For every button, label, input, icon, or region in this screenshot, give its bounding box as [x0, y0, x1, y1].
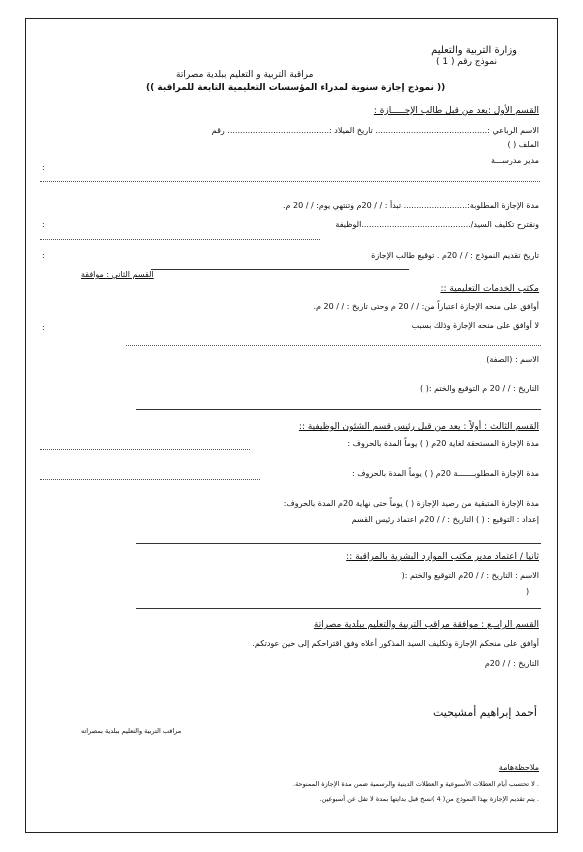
form-number: نموذج رقم ( 1 ) — [435, 57, 497, 67]
section2-title: مكتب الخدمات التعليمية :: — [440, 284, 539, 294]
note-1: . لا تحتسب أيام العطلات الأسبوعية و العطلات الدينية والرسمية ضمن مدة الإجازة الممنوحة. — [293, 780, 539, 788]
section1-title: القسم الأول :يعد من قبل طالب الإجـــــازة : — [373, 106, 539, 116]
prepared-by-line: إعداد : التوقيع : ( ) التاريخ : / / 20م اعتماد رئيس القسم — [351, 515, 539, 524]
colon-mark: : — [42, 163, 45, 172]
colon-mark: : — [42, 323, 45, 332]
divider-line — [136, 543, 541, 544]
reject-reason-line: لا أوافق على منحه الإجازة وذلك بسبب — [411, 321, 539, 330]
hr-approval-title: ثانيا / اعتماد مدير مكتب الموارد البشرية بالمراقبة :: — [346, 552, 539, 562]
final-approval-text: أوافق على منحكم الإجازة وتكليف السيد المذكور أعلاه وفق اقتراحكم إلى حين عودتكم. — [252, 639, 539, 648]
divider-line — [136, 608, 541, 609]
signer-title: مراقب التربية والتعليم ببلدية بمصراته — [81, 727, 182, 735]
directorate-name: مراقبة التربية و التعليم ببلدية مصراتة — [176, 70, 314, 80]
divider-line — [151, 269, 409, 270]
form-title: (( نموذج إجازة سنوية لمدراء المؤسسات التعليمية التابعة للمراقبة )) — [146, 83, 446, 93]
form-sheet — [25, 18, 558, 833]
ministry-name: وزارة التربية والتعليم — [431, 45, 517, 56]
colon-mark: : — [42, 251, 45, 260]
assignment-line: ونقترح تكليف السيد/...........................................الوظيفة — [335, 220, 539, 229]
name-title-line: الاسم : (الصفة) — [486, 355, 539, 364]
dotted-fill-line — [40, 449, 250, 450]
approve-from-line: أوافق على منحه الإجازة اعتباراً من: / / 20 م وحتى تاريخ : / / 20 م. — [313, 302, 539, 311]
file-number-line: الملف ( ) — [507, 140, 539, 149]
colon-mark: : — [42, 220, 45, 229]
date-signature-line: التاريخ : / / 20 م التوقيع والختم :( ) — [420, 384, 539, 393]
director-school-line: مدير مدرســـة — [490, 156, 539, 165]
submission-date-line: تاريخ تقديم النموذج : / / 20م . توقيع طالب الإجازة — [371, 251, 539, 260]
leave-period-line: مدة الإجازة المطلوبة:......................... تبدأ : / / 20م وتنتهي يوم: / / 20 م. — [282, 201, 539, 210]
hr-name-line: الاسم : التاريخ : / / 20م التوقيع والختم :( — [401, 571, 539, 580]
requested-leave-line: مدة الإجازة المطلوبـــــــة 20م ( ) يوماً المدة بالحروف : — [351, 469, 539, 478]
dotted-fill-line — [40, 181, 540, 182]
section3-title: القسم الثالث : أولاً : يعد من قبل رئيس قسم الشئون الوظيفية :: — [298, 422, 539, 432]
section2-approval-label: القسم الثاني : موافقة — [81, 270, 154, 279]
dotted-fill-line — [40, 479, 260, 480]
note-2: . يتم تقديم الإجازة بهذا النموذج من( 4 )نسخ قبل بدايتها بمدة لا تقل عن أسبوعين. — [319, 795, 539, 803]
name-dob-line: الاسم الرباعي :............................................ تاريخ الميلاد :........................................ رقم — [211, 126, 539, 135]
closing-paren: ) — [526, 587, 530, 596]
divider-line — [136, 409, 541, 410]
notes-title: ملاحظةهامة — [498, 763, 539, 772]
signer-name: أحمد إبراهيم أمشيحيت — [433, 706, 537, 719]
final-date-line: التاريخ : / / 20م — [484, 659, 539, 668]
dotted-fill-line — [40, 239, 320, 240]
section4-title: القسم الرابــع : موافقة مراقب التربية والتعليم ببلدية مصراتة — [313, 620, 539, 630]
due-leave-line: مدة الإجازة المستحقة لغاية 20م ( ) يوماً المدة بالحروف : — [347, 439, 539, 448]
remaining-leave-line: مدة الإجازة المتبقية من رصيد الإجازة ( ) يوماً حتى نهاية 20م المدة بالحروف: — [283, 499, 539, 508]
dotted-fill-line — [126, 345, 541, 346]
